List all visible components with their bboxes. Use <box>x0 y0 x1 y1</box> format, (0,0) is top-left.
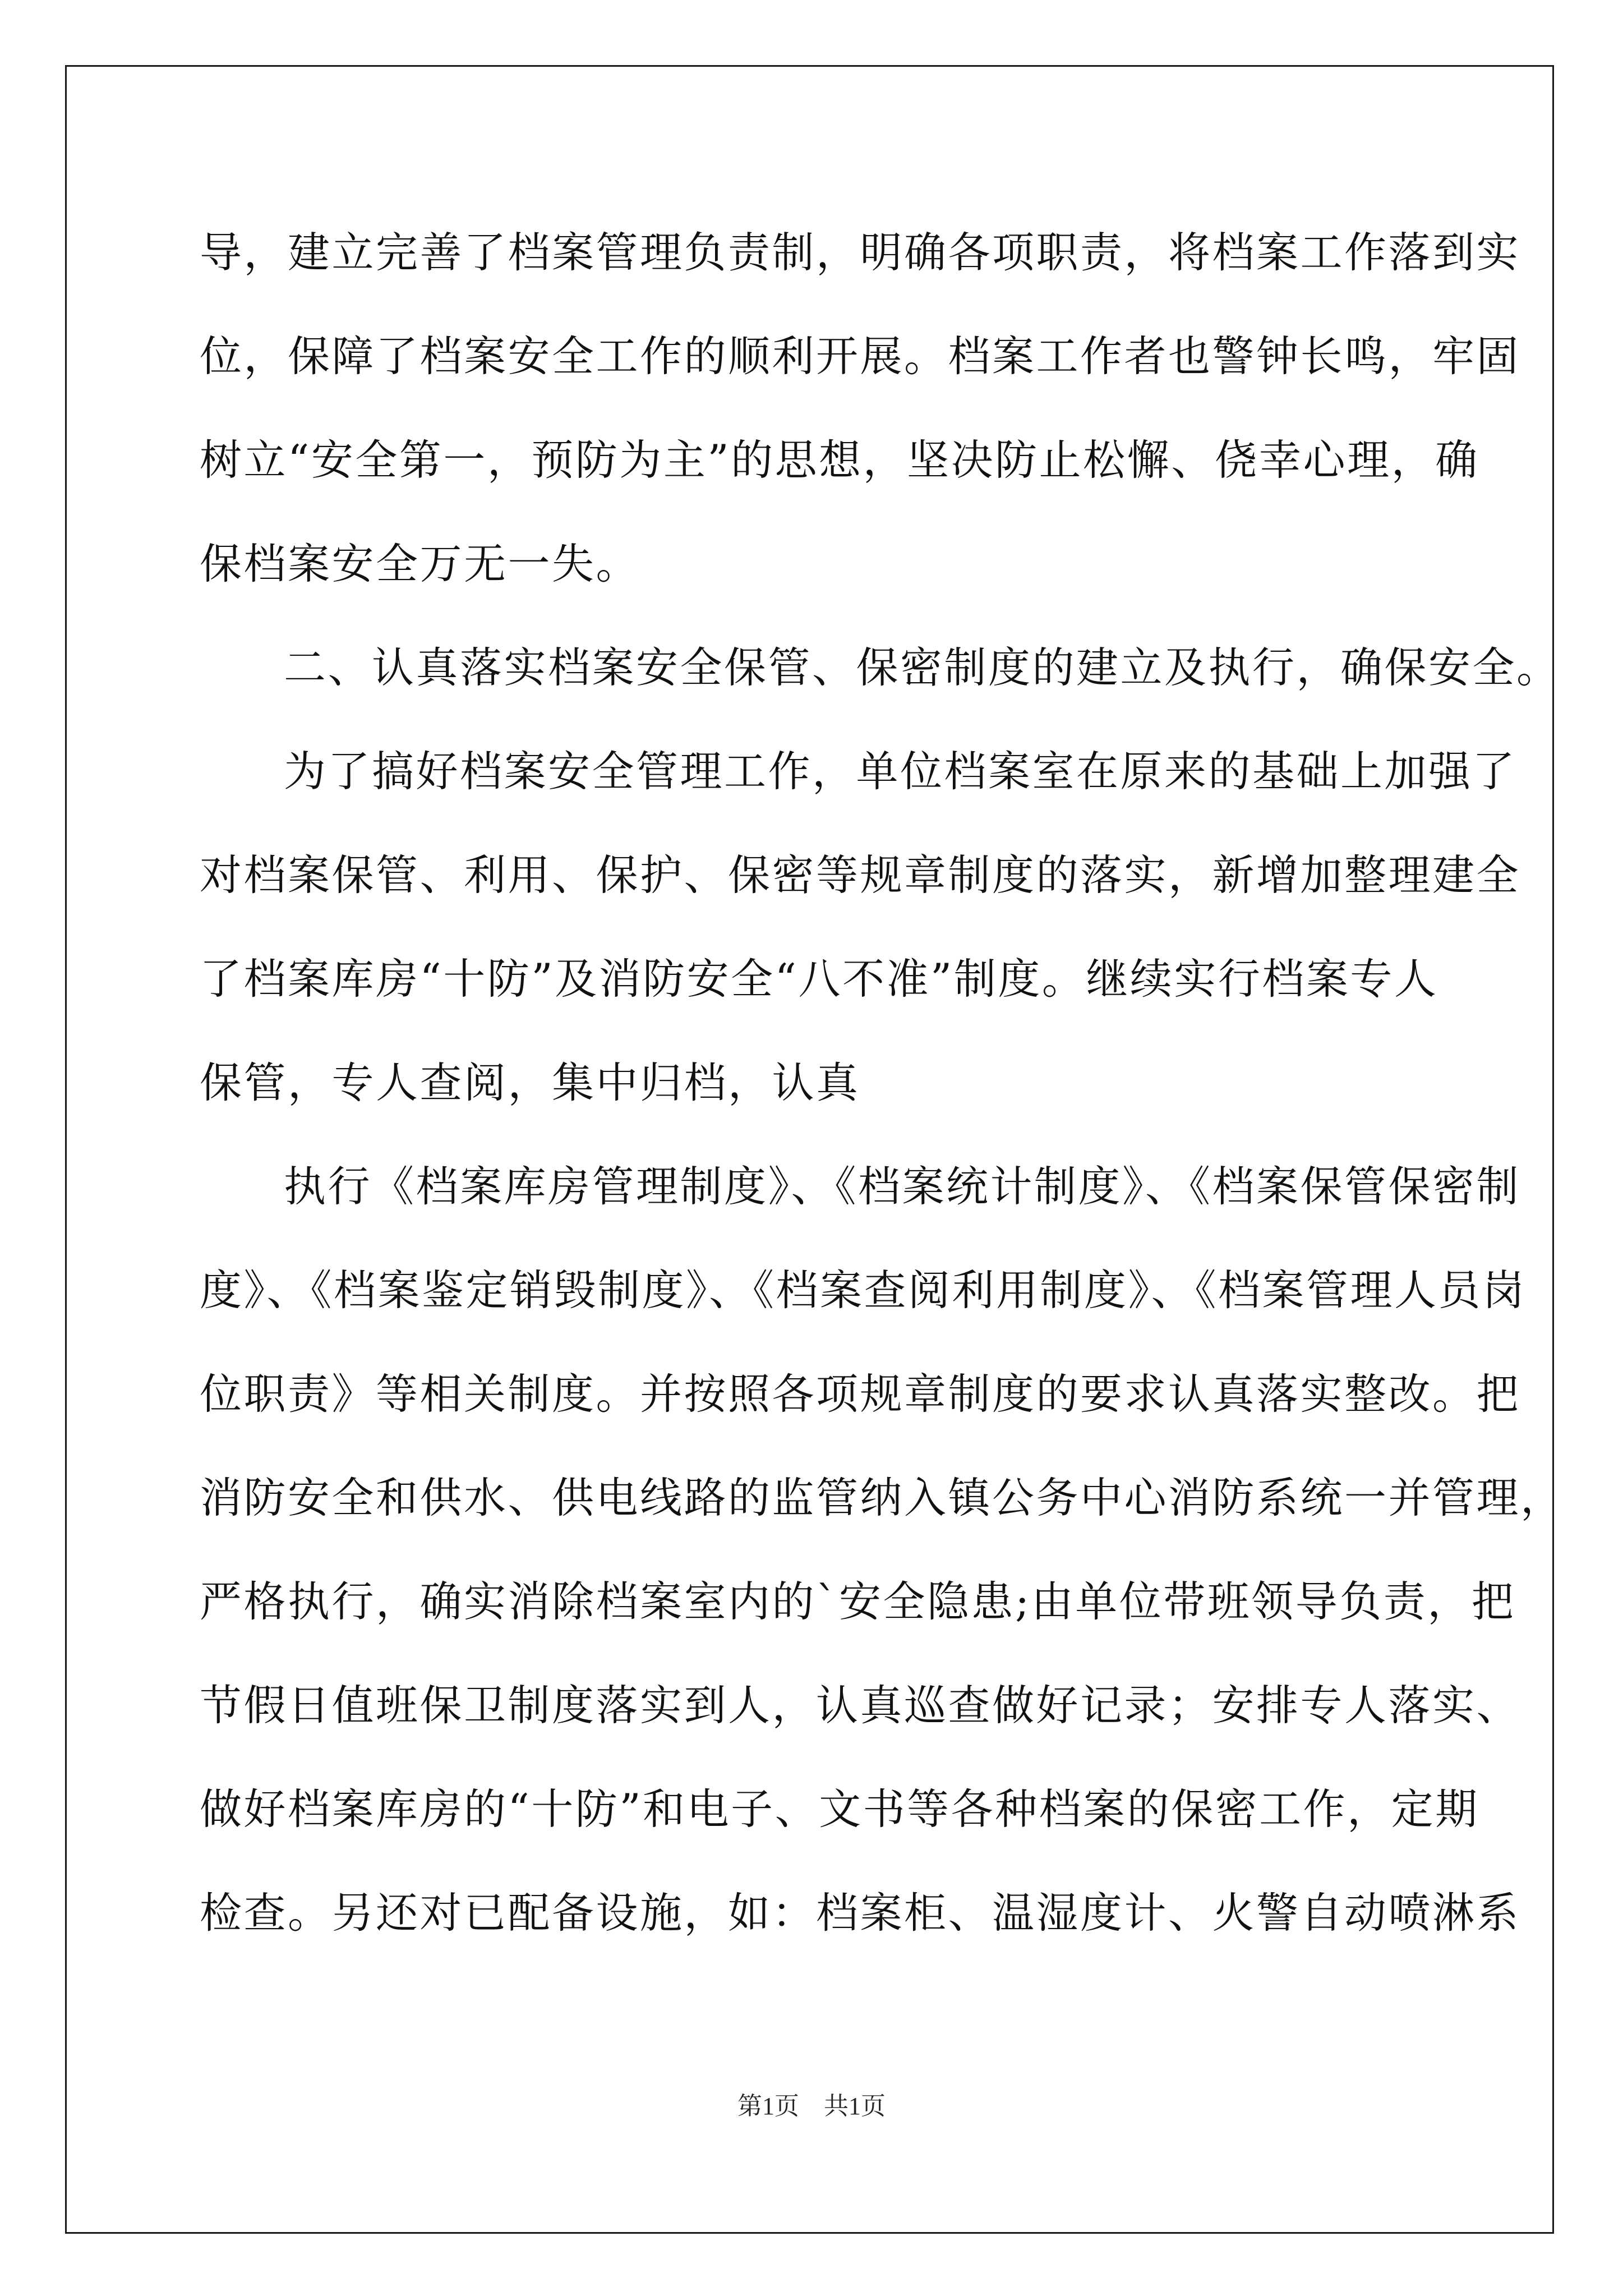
text-line: 位职责》等相关制度。并按照各项规章制度的要求认真落实整改。把 <box>200 1369 1521 1419</box>
text-line: 为了搞好档案安全管理工作，单位档案室在原来的基础上加强了 <box>284 747 1517 796</box>
text-line: 了档案库房“十防”及消防安全“八不准”制度。继续实行档案专人 <box>200 954 1438 1004</box>
text-line: 对档案保管、利用、保护、保密等规章制度的落实，新增加整理建全 <box>200 850 1521 900</box>
text-line: 执行《档案库房管理制度》、《档案统计制度》、《档案保管保密制 <box>284 1162 1521 1211</box>
text-line: 节假日值班保卫制度落实到人，认真巡查做好记录；安排专人落实、 <box>200 1681 1521 1730</box>
text-line: 度》、《档案鉴定销毁制度》、《档案查阅利用制度》、《档案管理人员岗 <box>200 1266 1527 1315</box>
text-line: 检查。另还对已配备设施，如：档案柜、温湿度计、火警自动喷淋系 <box>200 1888 1521 1938</box>
text-line: 做好档案库房的“十防”和电子、文书等各种档案的保密工作，定期 <box>200 1784 1479 1834</box>
text-line: 严格执行，确实消除档案室内的`安全隐患;由单位带班领导负责，把 <box>200 1577 1516 1626</box>
page-footer: 第1页 共1页 <box>737 2092 886 2120</box>
text-line: 保管，专人查阅，集中归档，认真 <box>200 1058 860 1107</box>
text-line: 导，建立完善了档案管理负责制，明确各项职责，将档案工作落到实 <box>200 228 1521 277</box>
text-line: 二、认真落实档案安全保管、保密制度的建立及执行，确保安全。 <box>284 643 1561 692</box>
text-line: 保档案安全万无一失。 <box>200 539 640 588</box>
text-line: 位，保障了档案安全工作的顺利开展。档案工作者也警钟长鸣，牢固 <box>200 332 1521 381</box>
document-body <box>200 216 1565 1980</box>
text-line: 消防安全和供水、供电线路的监管纳入镇公务中心消防系统一并管理， <box>200 1473 1565 1522</box>
text-line: 树立“安全第一，预防为主”的思想，坚决防止松懈、侥幸心理，确 <box>200 435 1479 485</box>
